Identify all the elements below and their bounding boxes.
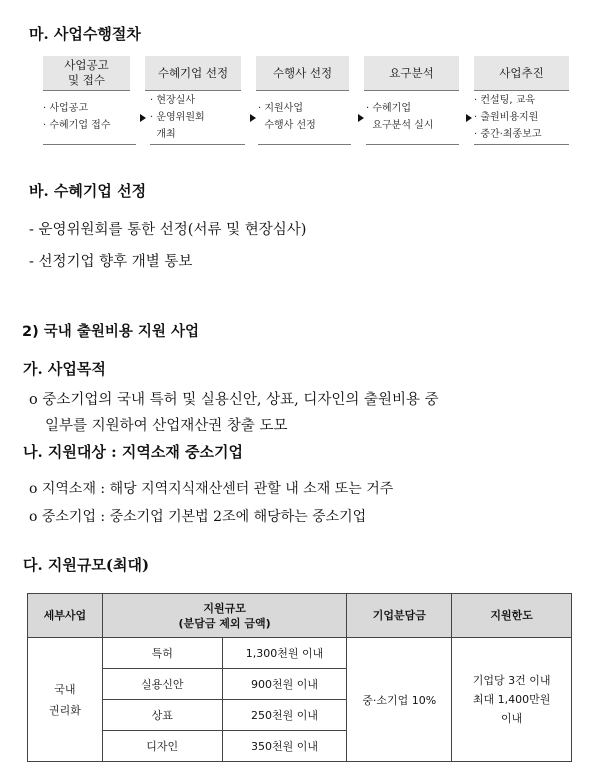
- arrow-right-icon: [250, 114, 256, 122]
- selection-line: - 운영위원회를 통한 선정(서류 및 현장심사): [29, 222, 307, 238]
- category-cell: 국내 권리화: [28, 638, 103, 762]
- step-2-item: · 운영위원회: [150, 112, 205, 123]
- step-3-body: [258, 92, 351, 145]
- step-5-item: · 출원비용지원: [474, 112, 539, 123]
- type-cell: 특허: [102, 638, 222, 669]
- amount-cell: 350천원 이내: [222, 731, 347, 762]
- step-4-head: [364, 56, 459, 91]
- type-cell: 상표: [102, 700, 222, 731]
- section-title-process: 마. 사업수행절차: [29, 25, 141, 43]
- step-3-item: 수행사 선정: [258, 120, 316, 131]
- arrow-right-icon: [140, 114, 146, 122]
- step-4-body: [366, 92, 459, 145]
- step-1-item: · 수혜기업 접수: [43, 120, 111, 131]
- step-3-head: [256, 56, 349, 91]
- step-5-item: · 중간·최종보고: [474, 129, 542, 140]
- step-5-item: · 컨설팅, 교육: [474, 95, 536, 106]
- target-line: o 중소기업 : 중소기업 기본법 2조에 해당하는 중소기업: [29, 509, 367, 525]
- step-4-label: 요구분석: [389, 65, 434, 80]
- step-2-label: 수혜기업 선정: [157, 65, 229, 80]
- step-1-head: [43, 56, 130, 91]
- purpose-line: 일부를 지원하여 산업재산권 창출 도모: [45, 418, 288, 434]
- amount-cell: 900천원 이내: [222, 669, 347, 700]
- step-2-body: [150, 92, 245, 145]
- step-1-label: 사업공고 및 접수: [64, 58, 109, 87]
- section-title-domestic-support: 2) 국내 출원비용 지원 사업: [22, 324, 199, 340]
- section-title-scale: 다. 지원규모(최대): [23, 556, 150, 574]
- section-title-target: 나. 지원대상 : 지역소재 중소기업: [23, 443, 244, 461]
- table-row: [28, 638, 572, 669]
- purpose-line: o 중소기업의 국내 특허 및 실용신안, 상표, 디자인의 출원비용 중: [29, 392, 439, 408]
- arrow-right-icon: [466, 114, 472, 122]
- step-4-item: · 수혜기업: [366, 103, 411, 114]
- step-1-item: · 사업공고: [43, 103, 88, 114]
- step-5-head: [474, 56, 569, 91]
- section-title-purpose: 가. 사업목적: [23, 360, 106, 378]
- step-2-head: [145, 56, 241, 91]
- step-3-item: · 지원사업: [258, 103, 303, 114]
- amount-cell: 1,300천원 이내: [222, 638, 347, 669]
- header-sub-project: 세부사업: [28, 594, 103, 638]
- header-share: 기업분담금: [347, 594, 452, 638]
- target-line: o 지역소재 : 해당 지역지식재산센터 관할 내 소재 또는 거주: [29, 481, 394, 497]
- selection-line: - 선정기업 향후 개별 통보: [29, 254, 193, 270]
- step-4-item: 요구분석 실시: [366, 120, 434, 131]
- step-5-label: 사업추진: [499, 65, 544, 80]
- limit-cell: 기업당 3건 이내 최대 1,400만원 이내: [452, 638, 572, 762]
- share-cell: 중·소기업 10%: [347, 638, 452, 762]
- step-3-label: 수행사 선정: [272, 65, 333, 80]
- step-2-item: · 현장실사: [150, 95, 195, 106]
- type-cell: 실용신안: [102, 669, 222, 700]
- step-1-body: [43, 92, 136, 145]
- support-scale-table: [27, 593, 572, 762]
- header-scale: 지원규모 (분담금 제외 금액): [102, 594, 347, 638]
- step-2-item: 개최: [150, 129, 176, 140]
- section-title-selection: 바. 수혜기업 선정: [29, 182, 147, 200]
- arrow-right-icon: [358, 114, 364, 122]
- step-5-body: [474, 92, 569, 145]
- type-cell: 디자인: [102, 731, 222, 762]
- amount-cell: 250천원 이내: [222, 700, 347, 731]
- header-limit: 지원한도: [452, 594, 572, 638]
